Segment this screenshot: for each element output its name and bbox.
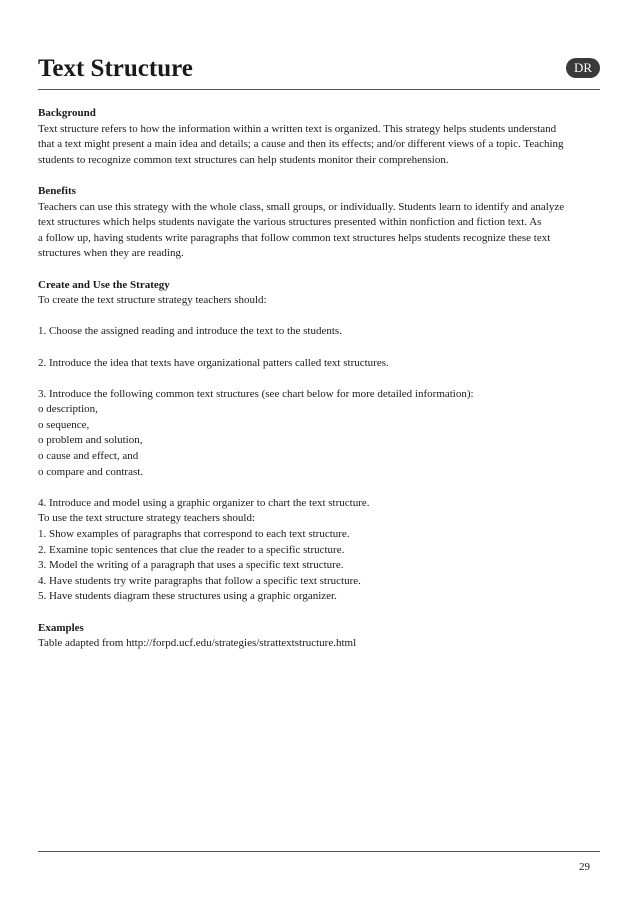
- text-line: Teachers can use this strategy with the whole class, small groups, or individually. Students learn to identify and analyze: [38, 200, 565, 213]
- examples-paragraph: [38, 636, 600, 652]
- footer-divider: [38, 851, 600, 852]
- text-line: 4. Introduce and model using a graphic organizer to chart the text structure.: [38, 496, 370, 509]
- list-item: o problem and solution,: [38, 434, 143, 447]
- benefits-paragraph: [38, 200, 600, 262]
- text-line: students to recognize common text structures can help students monitor their comprehension.: [38, 153, 449, 166]
- text-line: structures when they are reading.: [38, 247, 184, 260]
- list-item: o description,: [38, 403, 98, 416]
- text-line: text structures which helps students navigate the various structures presented within nonfiction and fiction text. As: [38, 216, 542, 229]
- text-line: 2. Introduce the idea that texts have organizational patters called text structures.: [38, 356, 389, 369]
- create-intro: [38, 293, 600, 309]
- page-header: [38, 55, 600, 89]
- list-item: 1. Show examples of paragraphs that correspond to each text structure.: [38, 528, 350, 541]
- step-1: [38, 324, 600, 340]
- create-heading: Create and Use the Strategy: [38, 278, 170, 291]
- text-line: To use the text structure strategy teachers should:: [38, 512, 256, 525]
- text-line: that a text might present a main idea and details; a cause and then its effects; and/or different views of a topic. Teaching: [38, 138, 564, 151]
- list-item: o cause and effect, and: [38, 450, 139, 463]
- list-item: 4. Have students try write paragraphs that follow a specific text structure.: [38, 574, 361, 587]
- text-line: Text structure refers to how the information within a written text is organized. This strategy helps students understand: [38, 122, 557, 135]
- examples-section: [38, 621, 600, 652]
- page-number: 29: [579, 861, 590, 873]
- text-line: To create the text structure strategy teachers should:: [38, 294, 267, 307]
- step-3: [38, 387, 600, 481]
- text-line: 1. Choose the assigned reading and introduce the text to the students.: [38, 325, 342, 338]
- background-section: [38, 106, 600, 168]
- list-item: 5. Have students diagram these structures using a graphic organizer.: [38, 590, 337, 603]
- list-item: 3. Model the writing of a paragraph that uses a specific text structure.: [38, 559, 344, 572]
- list-item: 2. Examine topic sentences that clue the reader to a specific structure.: [38, 543, 345, 556]
- list-item: o compare and contrast.: [38, 465, 144, 478]
- page-title: Text Structure: [38, 55, 193, 82]
- section-badge: DR: [566, 58, 600, 78]
- step-2: [38, 356, 600, 372]
- list-item: o sequence,: [38, 418, 90, 431]
- document-body: [38, 106, 600, 667]
- step-4: [38, 496, 600, 605]
- text-line: Table adapted from http://forpd.ucf.edu/strategies/strattextstructure.html: [38, 637, 357, 650]
- examples-heading: Examples: [38, 621, 84, 634]
- benefits-section: [38, 184, 600, 262]
- background-heading: Background: [38, 107, 96, 119]
- background-paragraph: [38, 122, 600, 169]
- text-line: 3. Introduce the following common text structures (see chart below for more detailed information):: [38, 387, 474, 400]
- create-section: [38, 278, 600, 605]
- benefits-heading: Benefits: [38, 184, 76, 197]
- text-line: a follow up, having students write paragraphs that follow common text structures helps students recognize these text: [38, 231, 551, 244]
- header-divider: [38, 89, 600, 90]
